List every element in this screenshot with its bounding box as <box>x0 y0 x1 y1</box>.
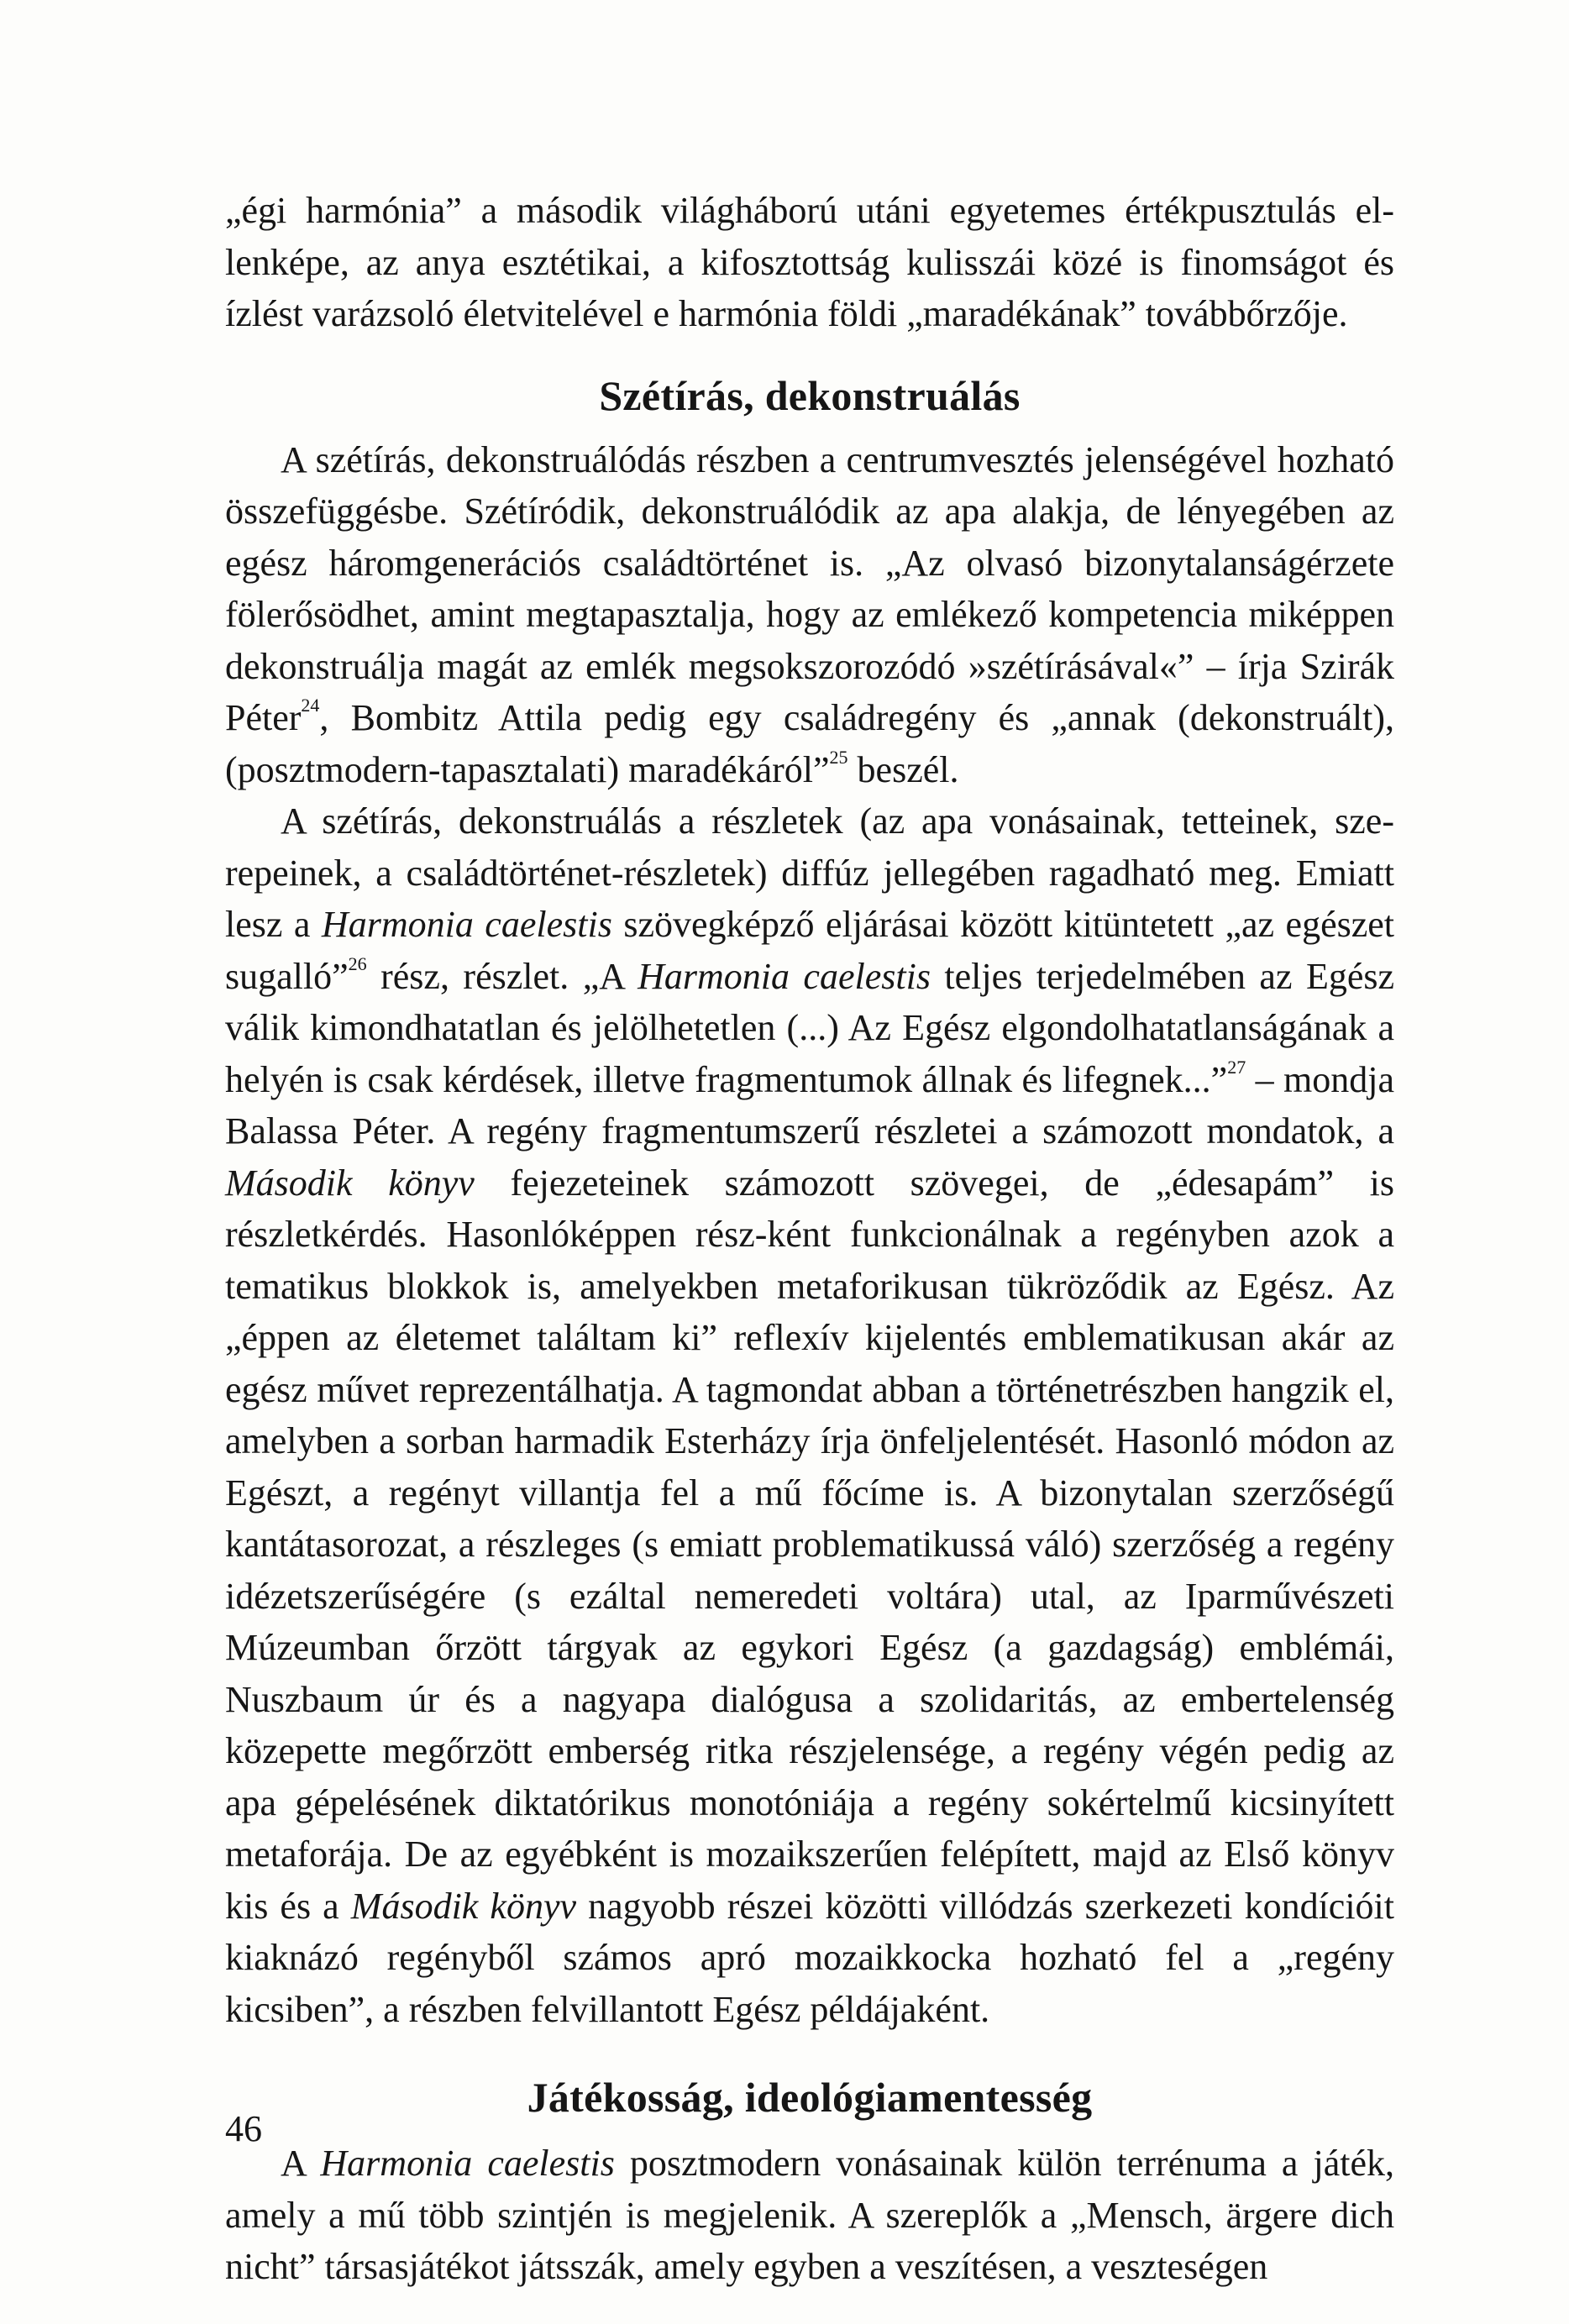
section-heading-jatekossag: Játékosság, ideológiamentesség <box>527 2074 1093 2121</box>
text-run: , Bombitz Attila pedig egy családregény és „annak (dekonstruált), (posztmodern-tapasztalati) maradékáról” <box>225 697 1394 790</box>
intro-paragraph <box>225 185 1394 340</box>
text-run: A szétírás, dekonstruálódás részben a centrumvesztés jelenségével hozható összefüggésbe. Szétíródik, dekonstruálódik az apa alakja, de lényegében az egész háromgenerációs családtörténet is. „Az olvasó bizonytalanságérzete fölerősödhet, amint megtapasztalja, hogy az emlékező kompetencia miképpen dekonstruálja magát az emlék megsokszorozódó »szétírásával«” – írja Szirák Péter <box>225 438 1394 738</box>
text-run: nagyobb részei közötti villódzás szerkezeti kondícióit kiaknázó regényből számos apró mozaikkocka hozható fel a „regény kicsiben”, a részben felvillantott Egész példájaként. <box>225 1885 1394 2030</box>
text-run: szövegképző eljárásai között kitüntetett „az egészet sugalló” <box>225 904 1395 997</box>
intro-text: „égi harmónia” a második világháború utáni egyetemes értékpusztulás ellenképe, az anya esztétikai, a kifosztottság kulisszái közé is finomságot és ízlést varázsoló életvitelével e harmónia földi „maradékának” továbbőrzője. <box>225 190 1394 334</box>
footnote-ref-26[interactable]: 26 <box>348 952 367 974</box>
italic-title: Második könyv <box>350 1885 576 1927</box>
page-number: 46 <box>225 2108 262 2149</box>
text-run: – mondja Balassa Péter. A regény fragmentumszerű részletei a számozott mondatok, a <box>225 1058 1394 1152</box>
italic-title: Harmonia caelestis <box>321 904 612 945</box>
book-page-body <box>225 185 1394 2293</box>
section1-paragraph-1 <box>225 434 1394 796</box>
footnote-ref-24[interactable]: 24 <box>301 695 320 716</box>
text-run: rész, részlet. „A <box>366 955 638 997</box>
text-run: A szétírás, dekonstruálás a részletek (az apa vonásainak, tetteinek, szerepeinek, a családtörténet-részletek) diffúz jellegében ragadható meg. Emiatt lesz a <box>225 800 1394 945</box>
footnote-ref-25[interactable]: 25 <box>829 746 848 768</box>
italic-title: Harmonia caelestis <box>320 2143 615 2184</box>
text-run: posztmodern vonásainak külön terrénuma a játék, amely a mű több szintjén is megjelenik. A szereplők a „Mensch, ärgere dich nicht” társasjátékot játsszák, amely egyben a veszítésen, a veszteségen <box>225 2143 1395 2287</box>
text-run: beszél. <box>847 748 959 790</box>
italic-title: Harmonia caelestis <box>638 955 931 997</box>
italic-title: Második könyv <box>225 1162 475 1204</box>
section2-paragraph-1 <box>225 2138 1394 2293</box>
footnote-ref-27[interactable]: 27 <box>1227 1056 1246 1078</box>
section1-paragraph-2 <box>225 795 1394 2035</box>
text-run: fejezeteinek számozott szövegei, de „édesapám” is részletkérdés. Hasonlóképpen rész-ként funkcionálnak a regényben azok a tematikus blokkok is, amelyekben metaforikusan tükröződik az Egész. Az „éppen az életemet találtam ki” reflexív kijelentés emblematikusan akár az egész művet reprezentálhatja. A tagmondat abban a történetrészben hangzik el, amelyben a sorban harmadik Esterházy írja önfeljelentését. Hasonló módon az Egészt, a regényt villantja fel a mű főcíme is. A bizonytalan szerzőségű kantátasorozat, a részleges (s emiatt problematikussá váló) szerzőség a regény idézetszerűségére (s ezáltal nemeredeti voltára) utal, az Iparművészeti Múzeumban őrzött tárgyak az egykori Egész (a gazdagság) emblémái, Nuszbaum úr és a nagyapa dialógusa a szolidaritás, az embertelenség közepette megőrzött emberség ritka részjelensége, a regény végén pedig az apa gépelésének diktatórikus monotóniája a regény sokértelmű kicsinyített metaforája. De az egyébként is mozaikszerűen felépített, majd az Első könyv kis és a <box>225 1162 1394 1927</box>
section-heading-szetiras: Szétírás, dekonstruálás <box>599 371 1021 419</box>
text-run: teljes terjedelmében az Egész válik kimondhatatlan és jelölhetetlen (...) Az Egész elgondolhatatlanságának a helyén is csak kérdések, illetve fragmentumok állnak és lifegnek...” <box>225 955 1395 1100</box>
text-run: A <box>281 2143 321 2184</box>
